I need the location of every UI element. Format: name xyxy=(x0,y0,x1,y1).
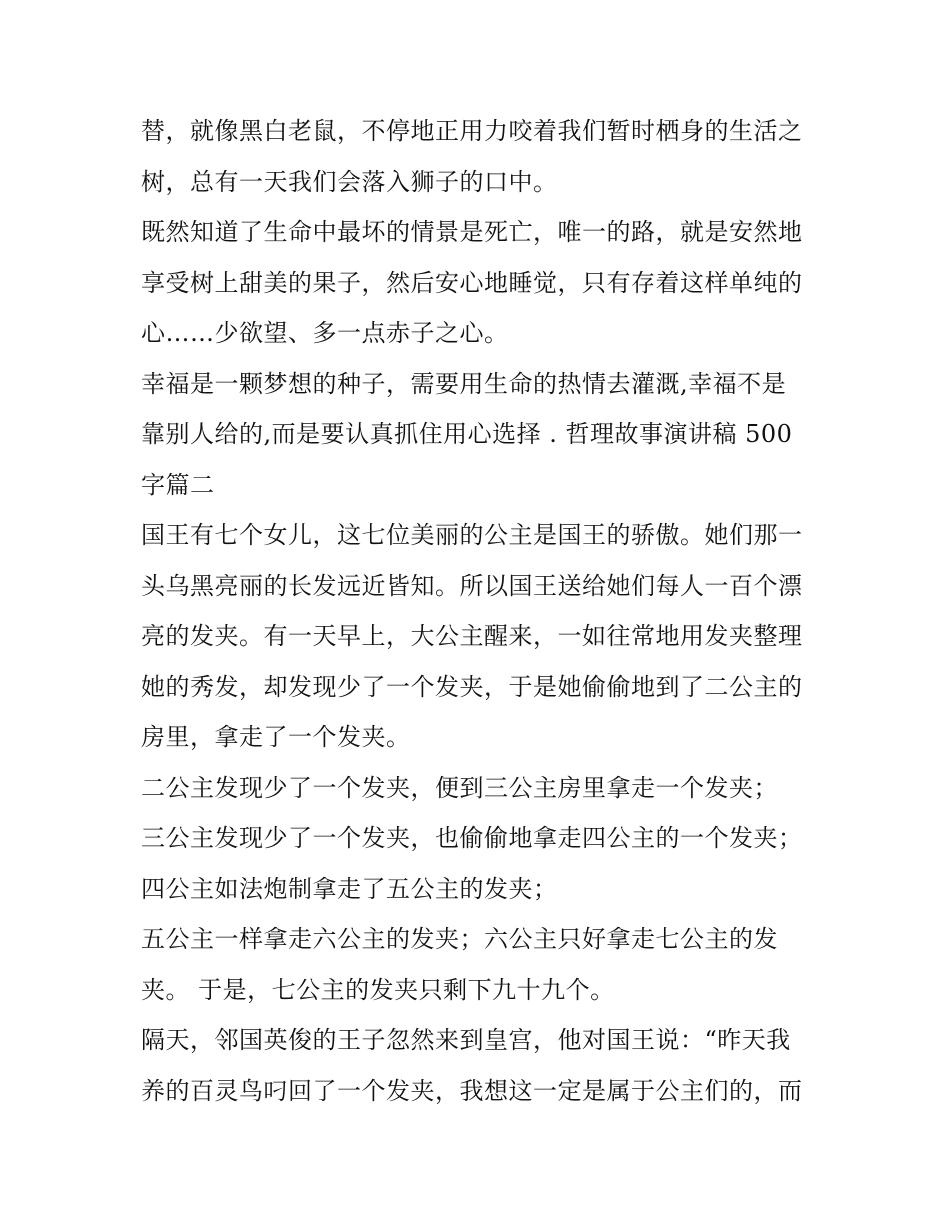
text-line: 三公主发现少了一个发夹，也偷偷地拿走四公主的一个发夹； xyxy=(141,824,803,852)
text-line: 四公主如法炮制拿走了五公主的发夹； xyxy=(141,874,558,903)
text-line: 国王有七个女儿，这七位美丽的公主是国王的骄傲。她们那一 xyxy=(141,521,803,549)
text-line: 头乌黑亮丽的长发远近皆知。所以国王送给她们每人一百个漂 xyxy=(141,571,803,600)
text-line: 亮的发夹。有一天早上，大公主醒来，一如往常地用发夹整理 xyxy=(141,622,803,650)
text-line: 养的百灵鸟叼回了一个发夹，我想这一定是属于公主们的，而 xyxy=(141,1076,803,1105)
text-line: 既然知道了生命中最坏的情景是死亡，唯一的路，就是安然地 xyxy=(141,218,803,246)
text-line: 靠别人给的,而是要认真抓住用心选择 . 哲理故事演讲稿 500 xyxy=(141,420,793,448)
text-line: 房里，拿走了一个发夹。 xyxy=(141,723,411,751)
text-line: 心……少欲望、多一点赤子之心。 xyxy=(141,319,509,347)
text-line: 树，总有一天我们会落入狮子的口中。 xyxy=(141,167,558,196)
text-line: 夹。 于是，七公主的发夹只剩下九十九个。 xyxy=(141,975,615,1004)
text-line: 二公主发现少了一个发夹，便到三公主房里拿走一个发夹； xyxy=(141,773,778,802)
text-line: 幸福是一颗梦想的种子，需要用生命的热情去灌溉,幸福不是 xyxy=(141,369,787,398)
section-heading-line: 字篇二 xyxy=(141,470,215,499)
text-line: 享受树上甜美的果子，然后安心地睡觉，只有存着这样单纯的 xyxy=(141,268,803,297)
text-line: 五公主一样拿走六公主的发夹；六公主只好拿走七公主的发 xyxy=(141,925,778,953)
text-line: 隔天，邻国英俊的王子忽然来到皇宫，他对国王说：“昨天我 xyxy=(141,1026,791,1054)
document-body xyxy=(141,106,821,1116)
text-line: 她的秀发，却发现少了一个发夹，于是她偷偷地到了二公主的 xyxy=(141,672,803,701)
text-line: 替，就像黑白老鼠，不停地正用力咬着我们暂时栖身的生活之 xyxy=(141,117,803,145)
